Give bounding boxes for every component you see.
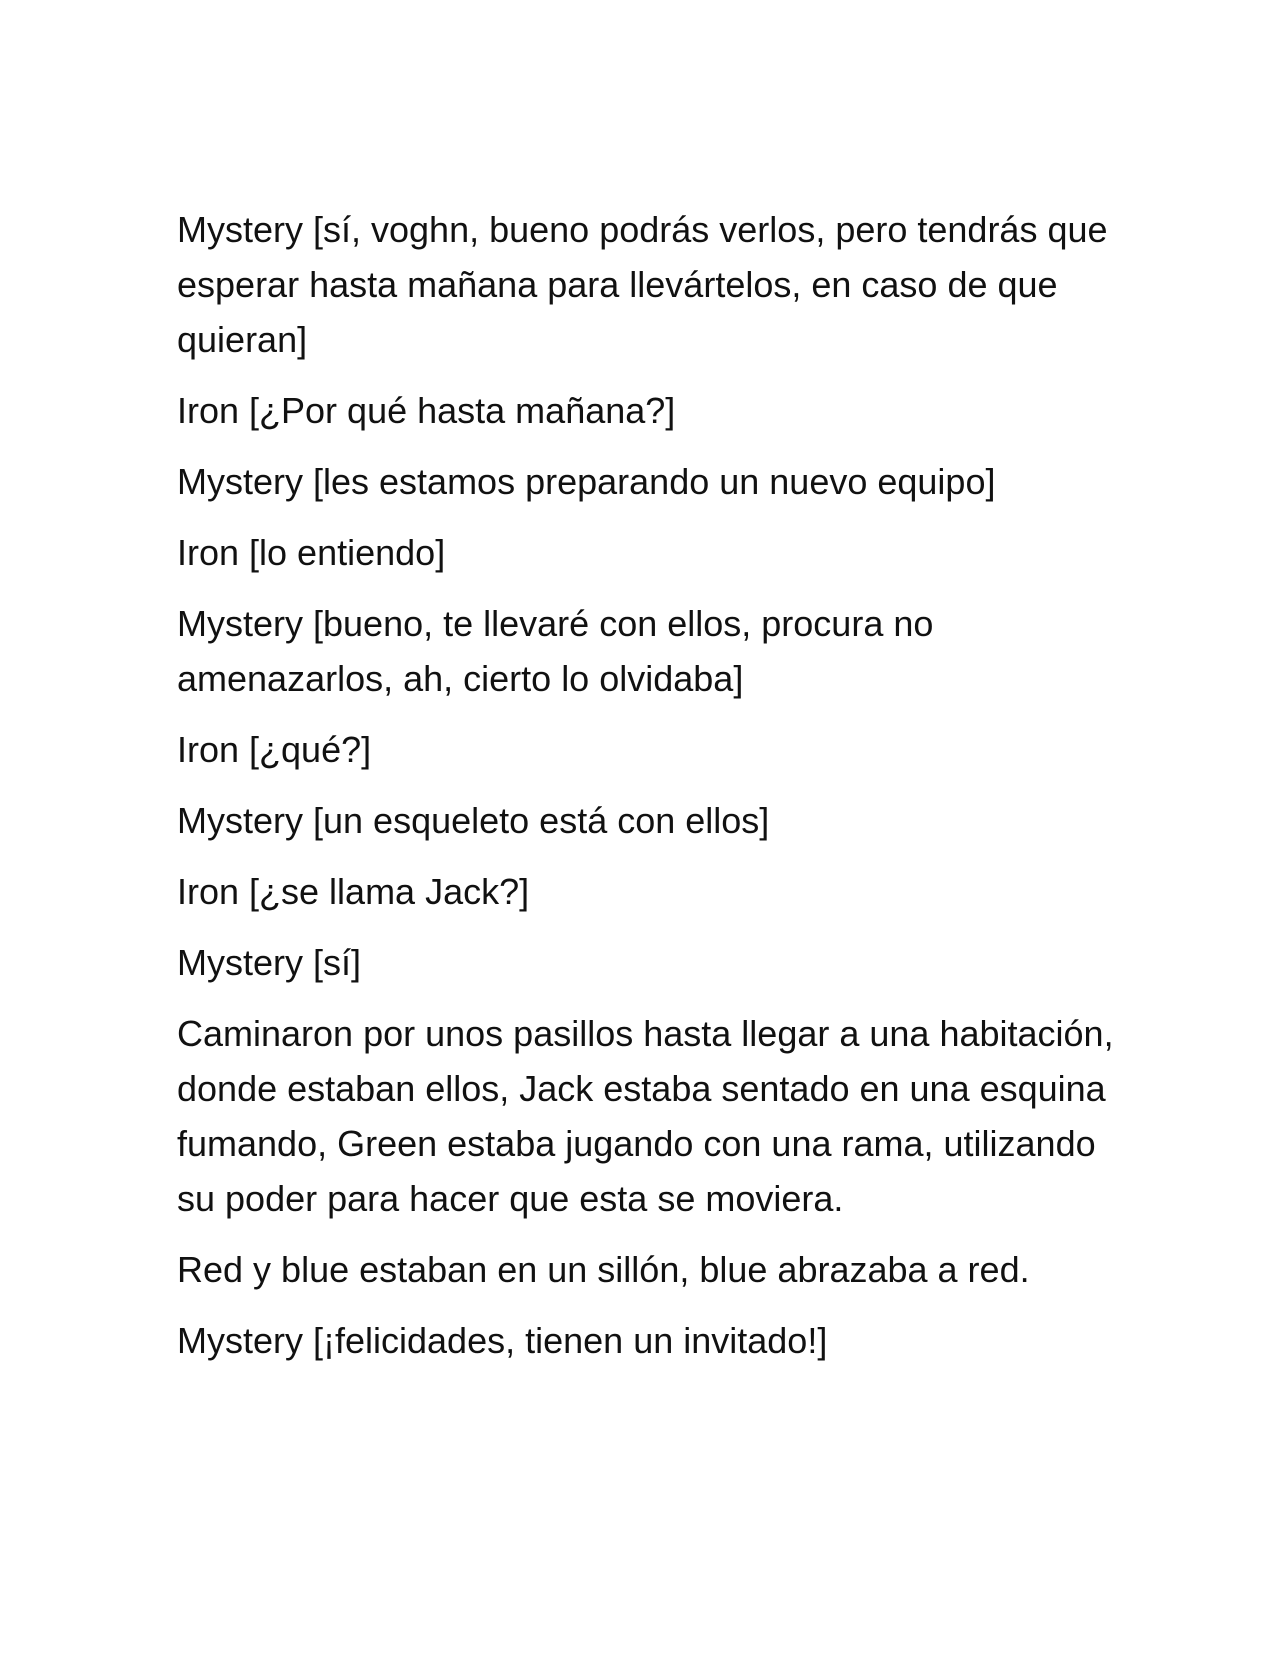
paragraph-8: Iron [¿se llama Jack?] bbox=[177, 871, 530, 912]
paragraph-3: Mystery [les estamos preparando un nuevo equipo] bbox=[177, 461, 996, 502]
paragraph-6: Iron [¿qué?] bbox=[177, 729, 372, 770]
paragraph-9: Mystery [sí] bbox=[177, 942, 362, 983]
paragraph-5: Mystery [bueno, te llevaré con ellos, procura no amenazarlos, ah, cierto lo olvidaba] bbox=[177, 603, 934, 699]
paragraph-11: Red y blue estaban en un sillón, blue abrazaba a red. bbox=[177, 1249, 1030, 1290]
paragraph-12: Mystery [¡felicidades, tienen un invitado!] bbox=[177, 1320, 828, 1361]
paragraph-1: Mystery [sí, voghn, bueno podrás verlos, pero tendrás que esperar hasta mañana para llevártelos, en caso de que quieran] bbox=[177, 209, 1108, 360]
paragraph-7: Mystery [un esqueleto está con ellos] bbox=[177, 800, 770, 841]
paragraph-4: Iron [lo entiendo] bbox=[177, 532, 446, 573]
paragraph-10: Caminaron por unos pasillos hasta llegar a una habitación, donde estaban ellos, Jack estaba sentado en una esquina fumando, Green estaba jugando con una rama, utilizando su poder para hacer que esta se moviera. bbox=[177, 1013, 1114, 1219]
paragraph-2: Iron [¿Por qué hasta mañana?] bbox=[177, 390, 676, 431]
document-body bbox=[177, 202, 1117, 1384]
